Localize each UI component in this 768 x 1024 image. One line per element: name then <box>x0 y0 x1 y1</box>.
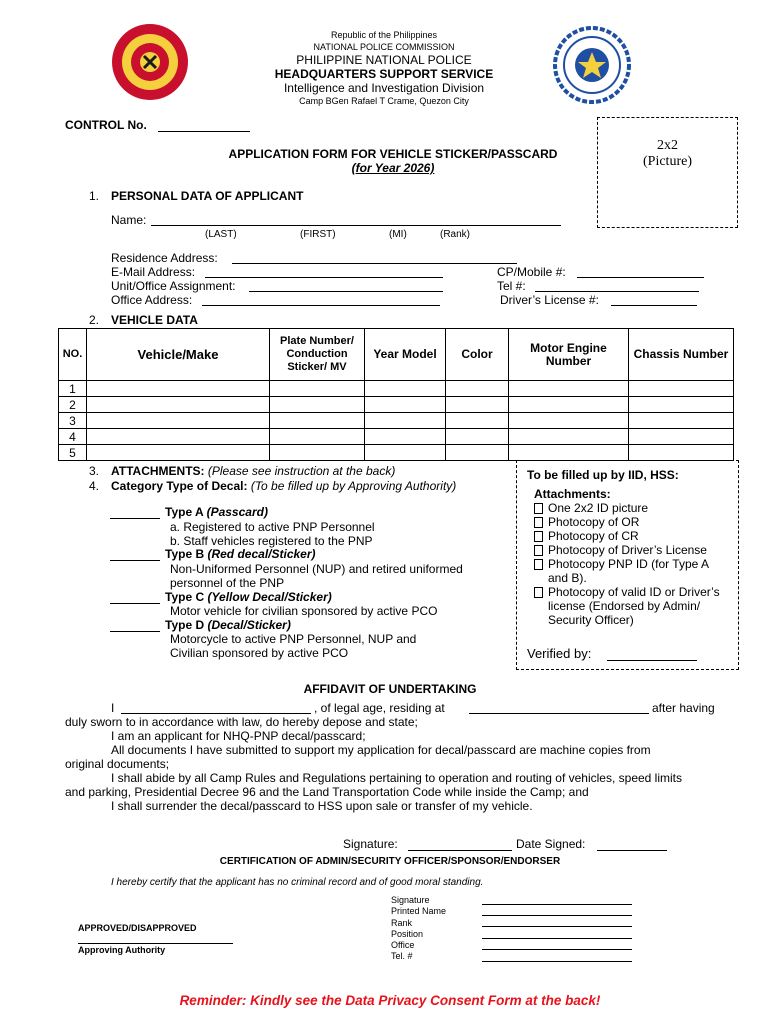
col-no: NO. <box>59 329 87 381</box>
affidavit-statement-2b: original documents; <box>65 757 170 771</box>
checkbox[interactable] <box>534 503 543 514</box>
affidavit-legal-age: , of legal age, residing at <box>314 701 445 715</box>
license-field[interactable] <box>611 305 697 306</box>
cert-tel-field[interactable] <box>482 961 632 962</box>
cell-plate[interactable] <box>270 445 365 461</box>
header-hss: HEADQUARTERS SUPPORT SERVICE <box>274 67 494 81</box>
cert-position-field[interactable] <box>482 938 632 939</box>
checklist-item <box>534 515 734 529</box>
checklist-item <box>534 543 734 557</box>
affiant-name-field[interactable] <box>121 713 311 714</box>
checklist-item-line: Photocopy PNP ID (for Type A <box>548 557 709 571</box>
cert-printed-name-field[interactable] <box>482 915 632 916</box>
cell-plate[interactable] <box>270 413 365 429</box>
cell-vehicle[interactable] <box>87 445 270 461</box>
unit-label: Unit/Office Assignment: <box>111 279 236 293</box>
type-c-label <box>165 590 332 604</box>
header-camp: Camp BGen Rafael T Crame, Quezon City <box>299 96 469 106</box>
checklist-item <box>534 529 734 543</box>
type-c-name: (Yellow Decal/Sticker) <box>207 590 332 604</box>
cell-year[interactable] <box>365 381 446 397</box>
cell-year[interactable] <box>365 413 446 429</box>
checklist-item-label: One 2x2 ID picture <box>548 501 649 515</box>
type-a-field[interactable] <box>110 518 160 519</box>
type-d-label <box>165 618 291 632</box>
cell-color[interactable] <box>446 381 509 397</box>
cell-engine[interactable] <box>509 381 629 397</box>
type-d-field[interactable] <box>110 631 160 632</box>
iid-box-title: To be filled up by IID, HSS: <box>527 468 679 482</box>
checklist-item-label <box>548 557 709 585</box>
col-vehicle-make: Vehicle/Make <box>87 329 270 381</box>
type-b-desc-1: Non-Uniformed Personnel (NUP) and retired uniformed <box>170 562 463 576</box>
col-plate-number: Plate Number/ Conduction Sticker/ MV <box>270 329 365 381</box>
table-row <box>59 429 734 445</box>
cell-vehicle[interactable] <box>87 381 270 397</box>
cert-rank-field[interactable] <box>482 926 632 927</box>
signature-field[interactable] <box>408 850 512 851</box>
type-d-code: Type D <box>165 618 205 632</box>
header-pnp: PHILIPPINE NATIONAL POLICE <box>296 53 472 67</box>
col-chassis: Chassis Number <box>629 329 734 381</box>
section3-line <box>111 464 395 478</box>
certification-title: CERTIFICATION OF ADMIN/SECURITY OFFICER/SPONSOR/ENDORSER <box>219 856 561 867</box>
row-number: 3 <box>59 413 87 429</box>
type-b-field[interactable] <box>110 560 160 561</box>
checkbox[interactable] <box>534 531 543 542</box>
letterhead <box>200 29 568 107</box>
affidavit-i: I <box>111 701 115 715</box>
cell-year[interactable] <box>365 445 446 461</box>
verified-by-field[interactable] <box>607 660 697 661</box>
section3-note: (Please see instruction at the back) <box>207 464 396 478</box>
cert-office-field[interactable] <box>482 949 632 950</box>
mobile-label: CP/Mobile #: <box>497 265 566 279</box>
table-row <box>59 413 734 429</box>
cell-chassis[interactable] <box>629 413 734 429</box>
unit-field[interactable] <box>249 291 443 292</box>
cell-color[interactable] <box>446 445 509 461</box>
name-mi-hint: (MI) <box>389 229 407 240</box>
checklist-item-label: Photocopy of OR <box>548 515 640 529</box>
date-signed-field[interactable] <box>597 850 667 851</box>
verified-by-label: Verified by: <box>527 646 592 661</box>
type-a-label <box>165 505 268 519</box>
type-b-code: Type B <box>165 547 205 561</box>
section2-title: VEHICLE DATA <box>111 313 198 327</box>
checklist-item <box>534 585 734 627</box>
checklist-item-label <box>548 585 720 627</box>
table-row <box>59 381 734 397</box>
row-number: 1 <box>59 381 87 397</box>
type-a-name: (Passcard) <box>206 505 268 519</box>
checklist-item-line: Security Officer) <box>548 613 634 627</box>
name-label: Name: <box>111 213 147 227</box>
cert-signature-field[interactable] <box>482 904 632 905</box>
type-d-desc-1: Motorcycle to active PNP Personnel, NUP and <box>170 632 417 646</box>
type-d-desc-2: Civilian sponsored by active PCO <box>170 646 349 660</box>
cell-chassis[interactable] <box>629 397 734 413</box>
checkbox[interactable] <box>534 517 543 528</box>
mobile-field[interactable] <box>577 277 704 278</box>
section3-number: 3. <box>89 464 100 478</box>
date-signed-label: Date Signed: <box>516 837 586 851</box>
cell-vehicle[interactable] <box>87 397 270 413</box>
license-label: Driver’s License #: <box>500 293 599 307</box>
cell-chassis[interactable] <box>629 381 734 397</box>
form-title: APPLICATION FORM FOR VEHICLE STICKER/PASSCARD <box>228 147 558 161</box>
cell-year[interactable] <box>365 397 446 413</box>
checklist-item-line: Photocopy of valid ID or Driver’s <box>548 585 720 599</box>
cert-signature-label: Signature <box>391 895 430 905</box>
type-a-item-b: b. Staff vehicles registered to the PNP <box>170 534 373 548</box>
email-field[interactable] <box>205 277 443 278</box>
cell-engine[interactable] <box>509 397 629 413</box>
cert-position-label: Position <box>391 928 424 939</box>
checklist-item <box>534 557 734 585</box>
section1-title: PERSONAL DATA OF APPLICANT <box>111 189 304 203</box>
photo-box <box>597 117 738 228</box>
approving-authority-signature-line[interactable] <box>78 943 233 944</box>
approval-status: APPROVED/DISAPPROVED <box>78 923 197 933</box>
checklist-item-label: Photocopy of CR <box>548 529 639 543</box>
cell-chassis[interactable] <box>629 429 734 445</box>
cell-color[interactable] <box>446 397 509 413</box>
name-rank-hint: (Rank) <box>440 229 471 240</box>
affidavit-after-having: after having <box>652 701 715 715</box>
data-privacy-reminder: Reminder: Kindly see the Data Privacy Consent Form at the back! <box>179 993 601 1008</box>
iid-attachments-label: Attachments: <box>534 487 611 501</box>
checklist-item-line: license (Endorsed by Admin/ <box>548 599 701 613</box>
cell-plate[interactable] <box>270 397 365 413</box>
checklist-item-label: Photocopy of Driver’s License <box>548 543 707 557</box>
approving-authority-label: Approving Authority <box>78 945 166 955</box>
type-c-desc: Motor vehicle for civilian sponsored by active PCO <box>170 604 438 618</box>
iid-checklist <box>534 501 734 627</box>
section4-line <box>111 479 456 493</box>
type-c-code: Type C <box>165 590 205 604</box>
cert-office-label: Office <box>391 940 415 951</box>
pnp-seal-logo <box>110 22 190 102</box>
cell-vehicle[interactable] <box>87 429 270 445</box>
photo-label: (Picture) <box>643 154 692 169</box>
col-color: Color <box>446 329 509 381</box>
iid-checklist-box <box>516 460 739 670</box>
cell-vehicle[interactable] <box>87 413 270 429</box>
residence-field[interactable] <box>232 263 517 264</box>
signature-label: Signature: <box>343 837 398 851</box>
type-a-code: Type A <box>165 505 204 519</box>
office-address-field[interactable] <box>202 305 440 306</box>
cert-rank-label: Rank <box>391 917 413 928</box>
section4-note: (To be filled up by Approving Authority) <box>250 479 457 493</box>
type-b-label <box>165 547 316 561</box>
affidavit-statement-3a: I shall abide by all Camp Rules and Regulations pertaining to operation and routing of vehicles, speed limits <box>111 771 683 785</box>
cell-plate[interactable] <box>270 429 365 445</box>
row-number: 2 <box>59 397 87 413</box>
checkbox[interactable] <box>534 559 543 570</box>
name-field[interactable] <box>151 225 561 226</box>
cell-chassis[interactable] <box>629 445 734 461</box>
row-number: 5 <box>59 445 87 461</box>
vehicle-data-table <box>58 328 734 461</box>
cell-engine[interactable] <box>509 413 629 429</box>
cell-year[interactable] <box>365 429 446 445</box>
affidavit-statement-2a: All documents I have submitted to support my application for decal/passcard are machine copies from <box>111 743 651 757</box>
type-b-desc-2: personnel of the PNP <box>170 576 285 590</box>
affiant-residence-field[interactable] <box>469 713 649 714</box>
checkbox[interactable] <box>534 587 543 598</box>
control-number-field[interactable] <box>158 131 250 132</box>
office-address-label: Office Address: <box>111 293 193 307</box>
cell-engine[interactable] <box>509 445 629 461</box>
row-number: 4 <box>59 429 87 445</box>
affidavit-statement-4: I shall surrender the decal/passcard to HSS upon sale or transfer of my vehicle. <box>111 799 533 813</box>
type-c-field[interactable] <box>110 603 160 604</box>
header-napolcom: NATIONAL POLICE COMMISSION <box>313 42 455 52</box>
type-d-name: (Decal/Sticker) <box>207 618 291 632</box>
cert-printed-name-label: Printed Name <box>391 906 447 917</box>
col-year-model: Year Model <box>365 329 446 381</box>
form-year: (for Year 2026) <box>351 161 435 175</box>
cell-plate[interactable] <box>270 381 365 397</box>
cell-color[interactable] <box>446 429 509 445</box>
residence-label: Residence Address: <box>111 251 218 265</box>
email-label: E-Mail Address: <box>111 265 196 279</box>
affidavit-statement-1: I am an applicant for NHQ-PNP decal/passcard; <box>111 729 366 743</box>
col-motor-engine: Motor Engine Number <box>509 329 629 381</box>
section3-title: ATTACHMENTS: <box>111 464 205 478</box>
cert-tel-label: Tel. # <box>391 951 413 962</box>
header-iid: Intelligence and Investigation Division <box>283 81 485 95</box>
section2-number: 2. <box>89 313 100 327</box>
certification-text: I hereby certify that the applicant has no criminal record and of good moral standing. <box>111 877 484 888</box>
table-row <box>59 445 734 461</box>
checklist-item-line: and B). <box>548 571 587 585</box>
table-row <box>59 397 734 413</box>
affidavit-statement-3b: and parking, Presidential Decree 96 and the Land Transportation Code while inside the Camp; and <box>65 785 589 799</box>
cell-color[interactable] <box>446 413 509 429</box>
certification-fields <box>391 895 446 963</box>
photo-size-label: 2x2 <box>657 138 678 153</box>
affidavit-title: AFFIDAVIT OF UNDERTAKING <box>303 682 477 696</box>
name-first-hint: (FIRST) <box>300 229 336 240</box>
section4-title: Category Type of Decal: <box>111 479 248 493</box>
name-last-hint: (LAST) <box>205 229 237 240</box>
section1-number: 1. <box>89 189 100 203</box>
control-number-label: CONTROL No. <box>65 118 147 132</box>
section4-number: 4. <box>89 479 100 493</box>
checkbox[interactable] <box>534 545 543 556</box>
type-a-item-a: a. Registered to active PNP Personnel <box>170 520 375 534</box>
tel-field[interactable] <box>535 291 699 292</box>
checklist-item <box>534 501 734 515</box>
header-republic: Republic of the Philippines <box>330 30 438 40</box>
cell-engine[interactable] <box>509 429 629 445</box>
type-b-name: (Red decal/Sticker) <box>207 547 316 561</box>
affidavit-line-2: duly sworn to in accordance with law, do hereby depose and state; <box>65 715 418 729</box>
table-header-row <box>59 329 734 381</box>
tel-label: Tel #: <box>497 279 526 293</box>
